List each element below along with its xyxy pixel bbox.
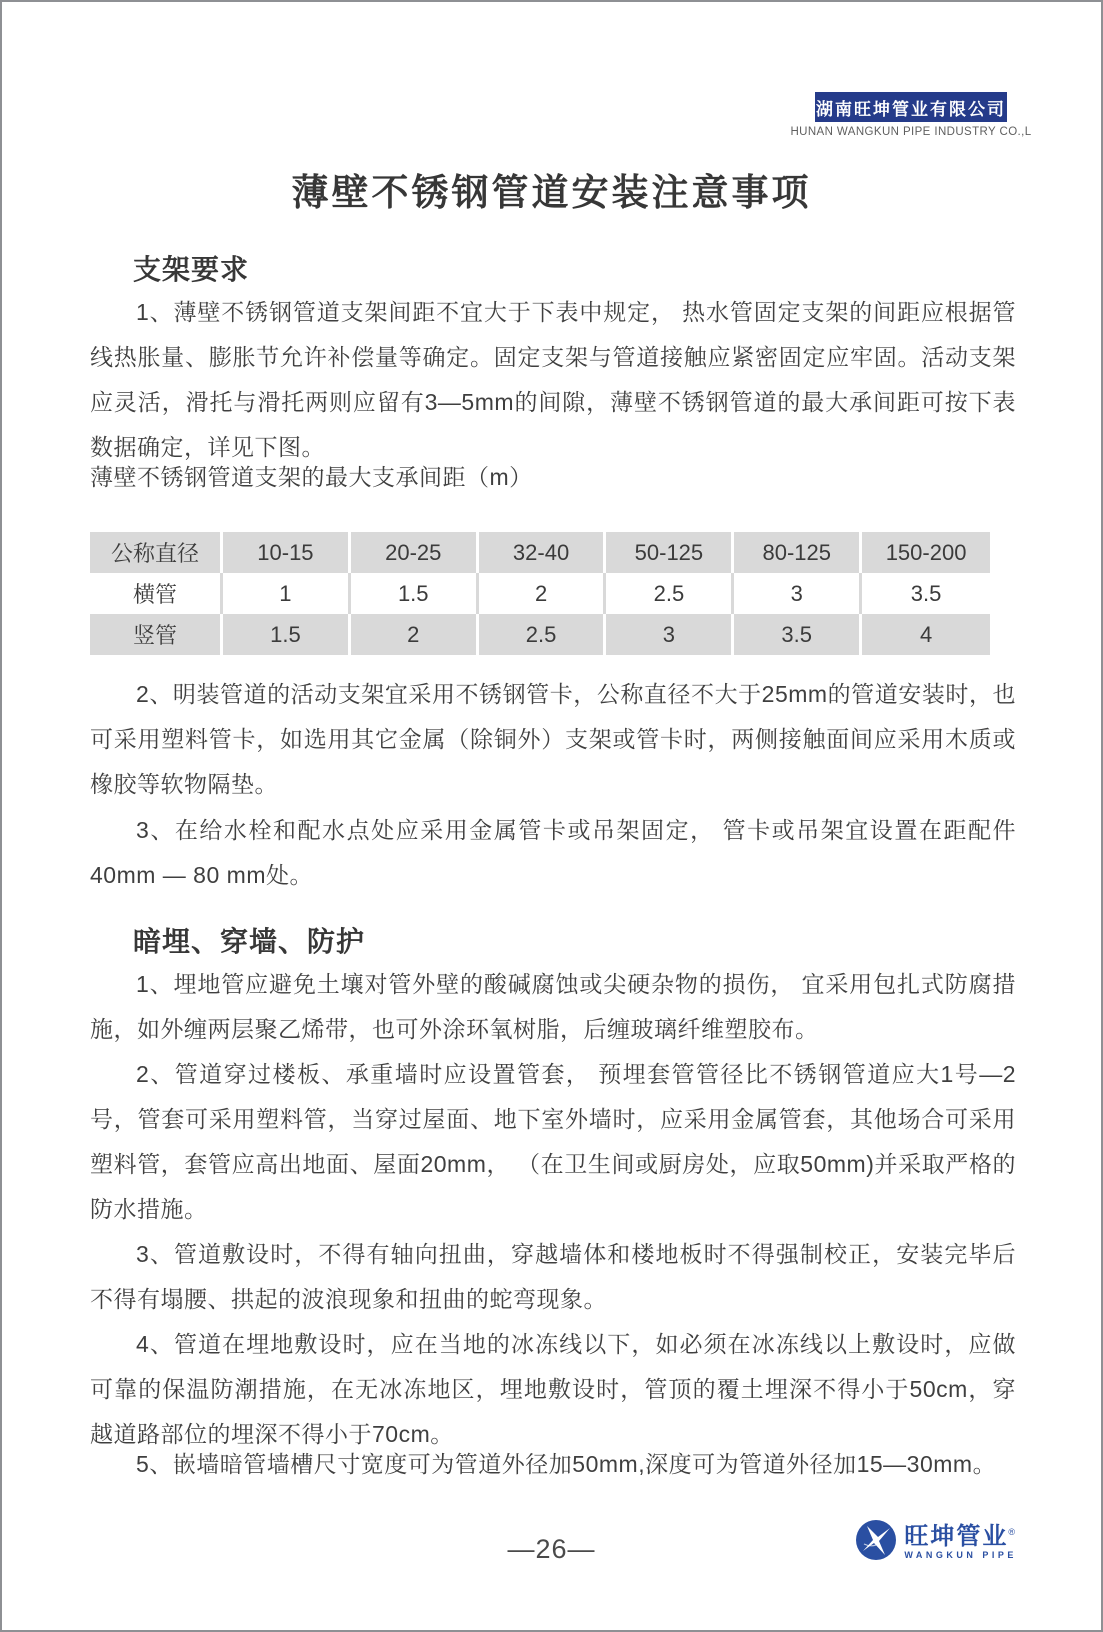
company-logo	[854, 1518, 1017, 1562]
row-label-cell: 竖管	[90, 614, 223, 655]
table-header-cell: 公称直径	[90, 532, 223, 573]
logo-text-cn	[904, 1520, 1017, 1549]
table-cell: 1.5	[223, 614, 351, 655]
paragraph: 3、在给水栓和配水点处应采用金属管卡或吊架固定， 管卡或吊架宜设置在距配件40mm — 80 mm处。	[90, 817, 1016, 888]
row-label-cell: 横管	[90, 573, 223, 614]
paragraph: 5、嵌墙暗管墙槽尺寸宽度可为管道外径加50mm,深度可为管道外径加15—30mm。	[136, 1451, 997, 1477]
section-heading-bracket-requirements: 支架要求	[133, 254, 250, 285]
company-name-banner	[815, 92, 1007, 122]
table-cell: 1	[223, 573, 351, 614]
company-name-en: HUNAN WANGKUN PIPE INDUSTRY CO.,L	[790, 126, 1032, 138]
logo-text-en: WANGKUN PIPE	[904, 1549, 1017, 1560]
table-header-cell: 150-200	[862, 532, 990, 573]
wangkun-pinwheel-icon	[854, 1518, 898, 1562]
paragraph: 2、管道穿过楼板、承重墙时应设置管套， 预埋套管管径比不锈钢管道应大1号—2号，管套可采用塑料管，当穿过屋面、地下室外墙时，应采用金属管套，其他场合可采用塑料管，套管应高出地面、屋面20mm， （在卫生间或厨房处，应取50mm)并采取严格的防水措施。	[90, 1061, 1016, 1222]
table-cell: 2.5	[479, 614, 607, 655]
page-title: 薄壁不锈钢管道安装注意事项	[291, 172, 812, 213]
table-cell: 3	[734, 573, 862, 614]
logo-cn-chars: 旺坤管业	[904, 1522, 1009, 1550]
table-cell: 3.5	[862, 573, 990, 614]
table-caption: 薄壁不锈钢管道支架的最大支承间距（m）	[90, 464, 533, 490]
table-header-cell: 80-125	[734, 532, 862, 573]
table-header-cell: 10-15	[223, 532, 351, 573]
table-cell: 2	[479, 573, 607, 614]
paragraph: 1、薄壁不锈钢管道支架间距不宜大于下表中规定， 热水管固定支架的间距应根据管线热胀量、膨胀节允许补偿量等确定。固定支架与管道接触应紧密固定应牢固。活动支架应灵活，滑托与滑托两则应留有3—5mm的间隙，薄壁不锈钢管道的最大承间距可按下表数据确定，详见下图。	[90, 299, 1016, 460]
page-number: —26—	[507, 1534, 596, 1564]
paragraph: 1、埋地管应避免土壤对管外壁的酸碱腐蚀或尖硬杂物的损伤， 宜采用包扎式防腐措施，如外缠两层聚乙烯带，也可外涂环氧树脂，后缠玻璃纤维塑胶布。	[90, 971, 1016, 1042]
table-header-cell: 32-40	[479, 532, 607, 573]
section-heading-concealed-protection: 暗埋、穿墙、防护	[133, 926, 366, 957]
max-support-spacing-table	[90, 532, 990, 655]
table-row	[90, 614, 990, 655]
paragraph: 4、管道在埋地敷设时，应在当地的冰冻线以下，如必须在冰冻线以上敷设时，应做可靠的保温防潮措施，在无冰冻地区，埋地敷设时，管顶的覆土埋深不得小于50cm，穿越道路部位的埋深不得小于70cm。	[90, 1331, 1016, 1447]
table-cell: 3.5	[734, 614, 862, 655]
table-cell: 2	[351, 614, 479, 655]
company-name-cn: 湖南旺坤管业有限公司	[816, 99, 1006, 119]
registered-mark: ®	[1008, 1526, 1017, 1537]
paragraph: 2、明装管道的活动支架宜采用不锈钢管卡，公称直径不大于25mm的管道安装时，也可采用塑料管卡，如选用其它金属（除铜外）支架或管卡时，两侧接触面间应采用木质或橡胶等软物隔垫。	[90, 681, 1016, 797]
table-cell: 4	[862, 614, 990, 655]
table-header-row	[90, 532, 990, 573]
paragraph: 3、管道敷设时，不得有轴向扭曲，穿越墙体和楼地板时不得强制校正，安装完毕后不得有塌腰、拱起的波浪现象和扭曲的蛇弯现象。	[90, 1241, 1016, 1312]
table-cell: 2.5	[606, 573, 734, 614]
table-header-cell: 50-125	[606, 532, 734, 573]
table-row	[90, 573, 990, 614]
table-cell: 3	[606, 614, 734, 655]
table-cell: 1.5	[351, 573, 479, 614]
table-header-cell: 20-25	[351, 532, 479, 573]
